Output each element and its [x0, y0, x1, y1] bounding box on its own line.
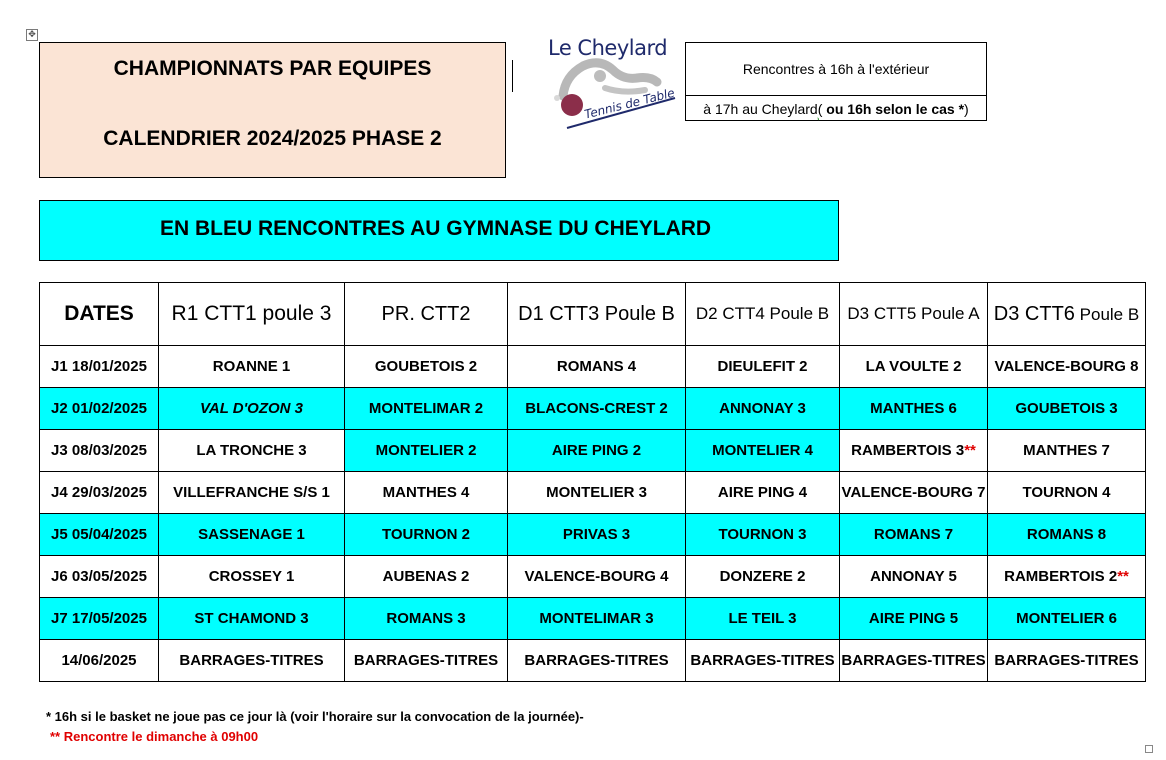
header-d3-ctt6-main: D3 CTT6: [993, 302, 1075, 325]
match-cell: [345, 346, 508, 388]
match-cell: [686, 640, 840, 682]
opponent-name: BLACONS-CREST 2: [525, 400, 668, 417]
match-cell: [988, 556, 1146, 598]
header-d1: D1 CTT3 Poule B: [508, 283, 686, 346]
match-cell: [508, 556, 686, 598]
resize-handle-icon[interactable]: [1145, 745, 1153, 753]
banner-text: EN BLEU RENCONTRES AU GYMNASE DU CHEYLARD: [160, 217, 712, 240]
match-cell: [988, 430, 1146, 472]
match-cell: [345, 598, 508, 640]
match-cell: [159, 430, 345, 472]
opponent-name: RAMBERTOIS 3: [851, 442, 965, 459]
opponent-name: MONTELIER 2: [375, 442, 477, 459]
table-header-row: [40, 283, 1146, 346]
match-cell: [840, 430, 988, 472]
match-cell: [988, 346, 1146, 388]
opponent-name: MONTELIMAR 3: [539, 610, 654, 627]
header-r1: R1 CTT1 poule 3: [159, 283, 345, 346]
match-cell: [345, 472, 508, 514]
match-cell: [988, 598, 1146, 640]
match-cell: [508, 430, 686, 472]
opponent-name: LE TEIL 3: [728, 610, 797, 627]
opponent-name: RAMBERTOIS 2: [1004, 568, 1118, 585]
match-cell: [840, 388, 988, 430]
table-row: [40, 640, 1146, 682]
match-cell: [159, 640, 345, 682]
title-box: [39, 42, 506, 178]
header-dates: DATES: [40, 283, 159, 346]
match-cell: [159, 514, 345, 556]
match-cell: [988, 514, 1146, 556]
opponent-name: BARRAGES-TITRES: [841, 652, 986, 669]
opponent-name: BARRAGES-TITRES: [994, 652, 1139, 669]
opponent-name: GOUBETOIS 3: [1015, 400, 1118, 417]
opponent-name: MONTELIER 6: [1016, 610, 1117, 627]
opponent-name: BARRAGES-TITRES: [353, 652, 499, 669]
match-cell: [988, 388, 1146, 430]
header-d3-ctt6: [988, 283, 1146, 346]
opponent-name: AIRE PING 5: [868, 610, 959, 627]
date-cell: J1 18/01/2025: [40, 346, 159, 388]
info-paren-close: ): [964, 101, 969, 117]
opponent-name: CROSSEY 1: [208, 568, 295, 585]
match-cell: [508, 472, 686, 514]
match-cell: [840, 346, 988, 388]
opponent-name: AIRE PING 4: [717, 484, 808, 501]
opponent-name: VALENCE-BOURG 7: [841, 484, 986, 501]
opponent-name: MONTELIMAR 2: [368, 400, 484, 417]
info-home-time: [686, 96, 986, 122]
date-cell: J6 03/05/2025: [40, 556, 159, 598]
date-cell: J2 01/02/2025: [40, 388, 159, 430]
date-cell: J3 08/03/2025: [40, 430, 159, 472]
sunday-marker: **: [1117, 568, 1129, 585]
club-logo: [545, 36, 685, 136]
opponent-name: ROANNE 1: [212, 358, 291, 375]
match-cell: [508, 388, 686, 430]
opponent-name: TOURNON 3: [718, 526, 807, 543]
info-paren-open: (: [817, 101, 823, 117]
title-line-2: CALENDRIER 2024/2025 PHASE 2: [103, 127, 442, 150]
opponent-name: ROMANS 4: [556, 358, 637, 375]
table-row: [40, 514, 1146, 556]
match-cell: [159, 556, 345, 598]
opponent-name: MONTELIER 4: [712, 442, 813, 459]
table-row: [40, 472, 1146, 514]
match-cell: [159, 346, 345, 388]
info-away-time: Rencontres à 16h à l'extérieur: [686, 43, 986, 96]
logo-subtitle: Tennis de Table: [583, 85, 677, 122]
table-row: [40, 388, 1146, 430]
ping-pong-player-icon: [545, 36, 685, 136]
header-d2: D2 CTT4 Poule B: [686, 283, 840, 346]
opponent-name: AUBENAS 2: [382, 568, 470, 585]
match-cell: [686, 388, 840, 430]
match-cell: [508, 598, 686, 640]
match-cell: [508, 514, 686, 556]
footnote-1: * 16h si le basket ne joue pas ce jour là (voir l'horaire sur la convocation de la journée)-: [46, 709, 584, 724]
opponent-name: PRIVAS 3: [562, 526, 631, 543]
match-cell: [840, 598, 988, 640]
opponent-name: ROMANS 8: [1026, 526, 1107, 543]
match-cell: [840, 556, 988, 598]
match-cell: [345, 640, 508, 682]
opponent-name: VAL D'OZON 3: [199, 400, 304, 417]
match-cell: [508, 640, 686, 682]
match-cell: [988, 472, 1146, 514]
opponent-name: VALENCE-BOURG 4: [524, 568, 669, 585]
opponent-name: LA TRONCHE 3: [196, 442, 307, 459]
opponent-name: GOUBETOIS 2: [374, 358, 478, 375]
opponent-name: ANNONAY 3: [719, 400, 806, 417]
match-cell: [686, 346, 840, 388]
sunday-marker: **: [964, 442, 976, 459]
opponent-name: BARRAGES-TITRES: [179, 652, 324, 669]
match-cell: [159, 472, 345, 514]
match-cell: [988, 640, 1146, 682]
calendar-table: [39, 282, 1146, 682]
table-move-handle-icon[interactable]: ✥: [26, 29, 38, 41]
opponent-name: LA VOULTE 2: [865, 358, 962, 375]
match-cell: [159, 388, 345, 430]
opponent-name: DIEULEFIT 2: [717, 358, 808, 375]
table-row: [40, 346, 1146, 388]
match-cell: [508, 346, 686, 388]
table-row: [40, 598, 1146, 640]
schedule-info-box: [685, 42, 987, 121]
opponent-name: ANNONAY 5: [870, 568, 957, 585]
opponent-name: VALENCE-BOURG 8: [994, 358, 1139, 375]
logo-name: Le Cheylard: [548, 36, 668, 60]
opponent-name: MANTHES 7: [1023, 442, 1110, 459]
date-cell: J5 05/04/2025: [40, 514, 159, 556]
match-cell: [345, 514, 508, 556]
match-cell: [686, 556, 840, 598]
opponent-name: ROMANS 7: [873, 526, 954, 543]
opponent-name: BARRAGES-TITRES: [524, 652, 669, 669]
date-cell: J7 17/05/2025: [40, 598, 159, 640]
match-cell: [345, 430, 508, 472]
opponent-name: TOURNON 2: [381, 526, 471, 543]
match-cell: [686, 598, 840, 640]
opponent-name: MANTHES 4: [382, 484, 470, 501]
text-cursor: [512, 60, 513, 92]
match-cell: [840, 472, 988, 514]
match-cell: [686, 430, 840, 472]
home-venue-banner: [39, 200, 839, 261]
opponent-name: MANTHES 6: [870, 400, 957, 417]
title-line-1: CHAMPIONNATS PAR EQUIPES: [113, 57, 432, 80]
table-row: [40, 556, 1146, 598]
header-d3-ctt5: D3 CTT5 Poule A: [840, 283, 988, 346]
opponent-name: DONZERE 2: [719, 568, 806, 585]
header-pr: PR. CTT2: [345, 283, 508, 346]
match-cell: [686, 472, 840, 514]
info-home-prefix: à 17h au Cheylard: [703, 101, 818, 117]
match-cell: [686, 514, 840, 556]
opponent-name: ROMANS 3: [386, 610, 466, 627]
opponent-name: MONTELIER 3: [546, 484, 647, 501]
match-cell: [840, 514, 988, 556]
info-alt-time: 16h selon le cas *: [843, 101, 965, 117]
opponent-name: ST CHAMOND 3: [194, 610, 309, 627]
opponent-name: BARRAGES-TITRES: [690, 652, 835, 669]
opponent-name: VILLEFRANCHE S/S 1: [173, 484, 330, 501]
opponent-name: AIRE PING 2: [551, 442, 642, 459]
footnote-2: ** Rencontre le dimanche à 09h00: [50, 729, 259, 744]
match-cell: [345, 388, 508, 430]
date-cell: 14/06/2025: [40, 640, 159, 682]
match-cell: [159, 598, 345, 640]
opponent-name: TOURNON 4: [1022, 484, 1111, 501]
info-or: ou: [822, 101, 844, 117]
table-row: [40, 430, 1146, 472]
match-cell: [840, 640, 988, 682]
date-cell: J4 29/03/2025: [40, 472, 159, 514]
header-d3-ctt6-poule: Poule B: [1074, 304, 1140, 324]
match-cell: [345, 556, 508, 598]
opponent-name: SASSENAGE 1: [198, 526, 305, 543]
